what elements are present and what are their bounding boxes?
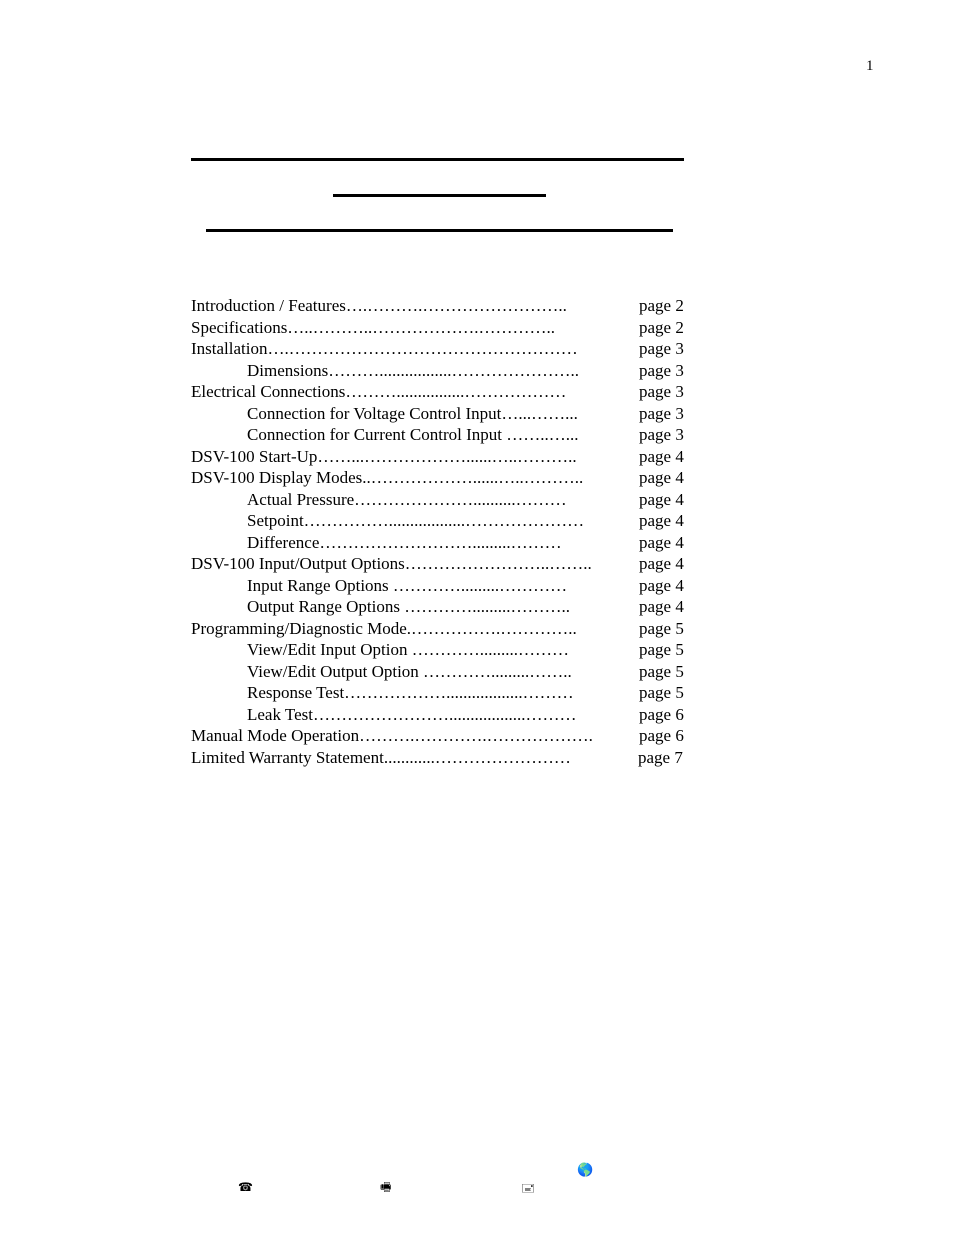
email-icon: 🖃 — [521, 1181, 536, 1195]
title-rule-middle — [333, 194, 546, 197]
toc-entry-manual-mode-operation[interactable] — [191, 725, 701, 747]
toc-entry-difference[interactable] — [191, 532, 701, 554]
toc-entry-installation[interactable] — [191, 338, 701, 360]
toc-entry-title: Dimensions……….................………………….. — [247, 360, 579, 380]
toc-entry-input-output-options[interactable] — [191, 553, 701, 575]
toc-entry-title: Input Range Options ………….........………… — [247, 575, 568, 595]
toc-entry-display-modes[interactable] — [191, 467, 701, 489]
toc-entry-page: page 2 — [639, 296, 684, 315]
toc-entry-page: page 5 — [639, 640, 684, 659]
toc-entry-page: page 7 — [638, 747, 683, 767]
toc-entry-voltage-control-input[interactable] — [191, 403, 701, 425]
toc-entry-electrical-connections[interactable] — [191, 381, 701, 403]
toc-entry-title: Response Test………………..................……… — [247, 683, 574, 702]
toc-entry-title: Introduction / Features….……….…………………….. — [191, 296, 567, 315]
toc-entry-page: page 5 — [639, 683, 684, 702]
toc-entry-title: Connection for Current Control Input ……..…... — [247, 425, 579, 444]
toc-entry-limited-warranty[interactable] — [191, 747, 701, 769]
toc-entry-page: page 4 — [639, 554, 684, 573]
toc-entry-title: Specifications…..………..……………….………….. — [191, 317, 556, 337]
toc-entry-title: Programming/Diagnostic Mode.…………….………….. — [191, 618, 577, 638]
toc-entry-actual-pressure[interactable] — [191, 489, 701, 511]
toc-entry-title: Connection for Voltage Control Input…...……... — [247, 403, 578, 423]
toc-entry-title: Setpoint……………..................………………… — [247, 511, 585, 530]
toc-entry-programming-diagnostic-mode[interactable] — [191, 618, 701, 640]
toc-entry-output-range-options[interactable] — [191, 596, 701, 618]
toc-entry-title: Output Range Options ………….........……….. — [247, 597, 570, 616]
toc-entry-page: page 4 — [639, 511, 684, 530]
toc-entry-page: page 4 — [639, 597, 684, 616]
toc-entry-title: DSV-100 Start-Up……...………………......…..……….. — [191, 446, 577, 466]
toc-entry-specifications[interactable] — [191, 317, 701, 339]
toc-entry-response-test[interactable] — [191, 682, 701, 704]
title-rule-bottom — [206, 229, 673, 232]
toc-entry-input-range-options[interactable] — [191, 575, 701, 597]
toc-entry-view-edit-output-option[interactable] — [191, 661, 701, 683]
toc-entry-introduction[interactable] — [191, 295, 701, 317]
toc-entry-page: page 3 — [639, 403, 684, 423]
toc-entry-title: Electrical Connections………................……………… — [191, 382, 567, 401]
toc-entry-title: View/Edit Output Option ………….........…….. — [247, 661, 572, 681]
toc-entry-title: Limited Warranty Statement............…………………… — [191, 747, 571, 767]
toc-entry-title: DSV-100 Display Modes..………………......…..……….. — [191, 468, 584, 487]
toc-entry-current-control-input[interactable] — [191, 424, 701, 446]
toc-entry-page: page 3 — [639, 360, 684, 380]
fax-icon: 🖷 — [380, 1180, 392, 1194]
toc-entry-page: page 6 — [639, 726, 684, 745]
toc-entry-page: page 3 — [639, 339, 684, 358]
table-of-contents — [191, 295, 701, 768]
toc-entry-start-up[interactable] — [191, 446, 701, 468]
toc-entry-page: page 6 — [639, 704, 684, 724]
toc-entry-page: page 3 — [639, 425, 684, 444]
toc-entry-title: Manual Mode Operation……….………….………………. — [191, 726, 593, 745]
toc-entry-page: page 5 — [639, 661, 684, 681]
globe-icon: 🌎 — [577, 1163, 594, 1178]
toc-entry-page: page 5 — [639, 618, 684, 638]
toc-entry-dimensions[interactable] — [191, 360, 701, 382]
toc-entry-page: page 4 — [639, 489, 684, 509]
toc-entry-title: Difference……………………….........……… — [247, 532, 562, 552]
toc-entry-page: page 4 — [639, 446, 684, 466]
toc-entry-title: DSV-100 Input/Output Options……………………..…….. — [191, 554, 592, 573]
phone-icon: ☎ — [238, 1180, 253, 1194]
toc-entry-page: page 4 — [639, 532, 684, 552]
toc-entry-page: page 4 — [639, 575, 684, 595]
toc-entry-leak-test[interactable] — [191, 704, 701, 726]
toc-entry-title: Actual Pressure…………………..........……… — [247, 489, 567, 509]
toc-entry-page: page 3 — [639, 382, 684, 401]
toc-entry-page: page 2 — [639, 317, 684, 337]
toc-entry-title: Installation….…………………………………………… — [191, 339, 578, 358]
toc-entry-title: Leak Test……………………..................……… — [247, 704, 577, 724]
title-rule-top — [191, 158, 684, 161]
toc-entry-view-edit-input-option[interactable] — [191, 639, 701, 661]
toc-entry-setpoint[interactable] — [191, 510, 701, 532]
page-number: 1 — [866, 58, 874, 74]
toc-entry-title: View/Edit Input Option ………….........……… — [247, 640, 569, 659]
toc-entry-page: page 4 — [639, 468, 684, 487]
